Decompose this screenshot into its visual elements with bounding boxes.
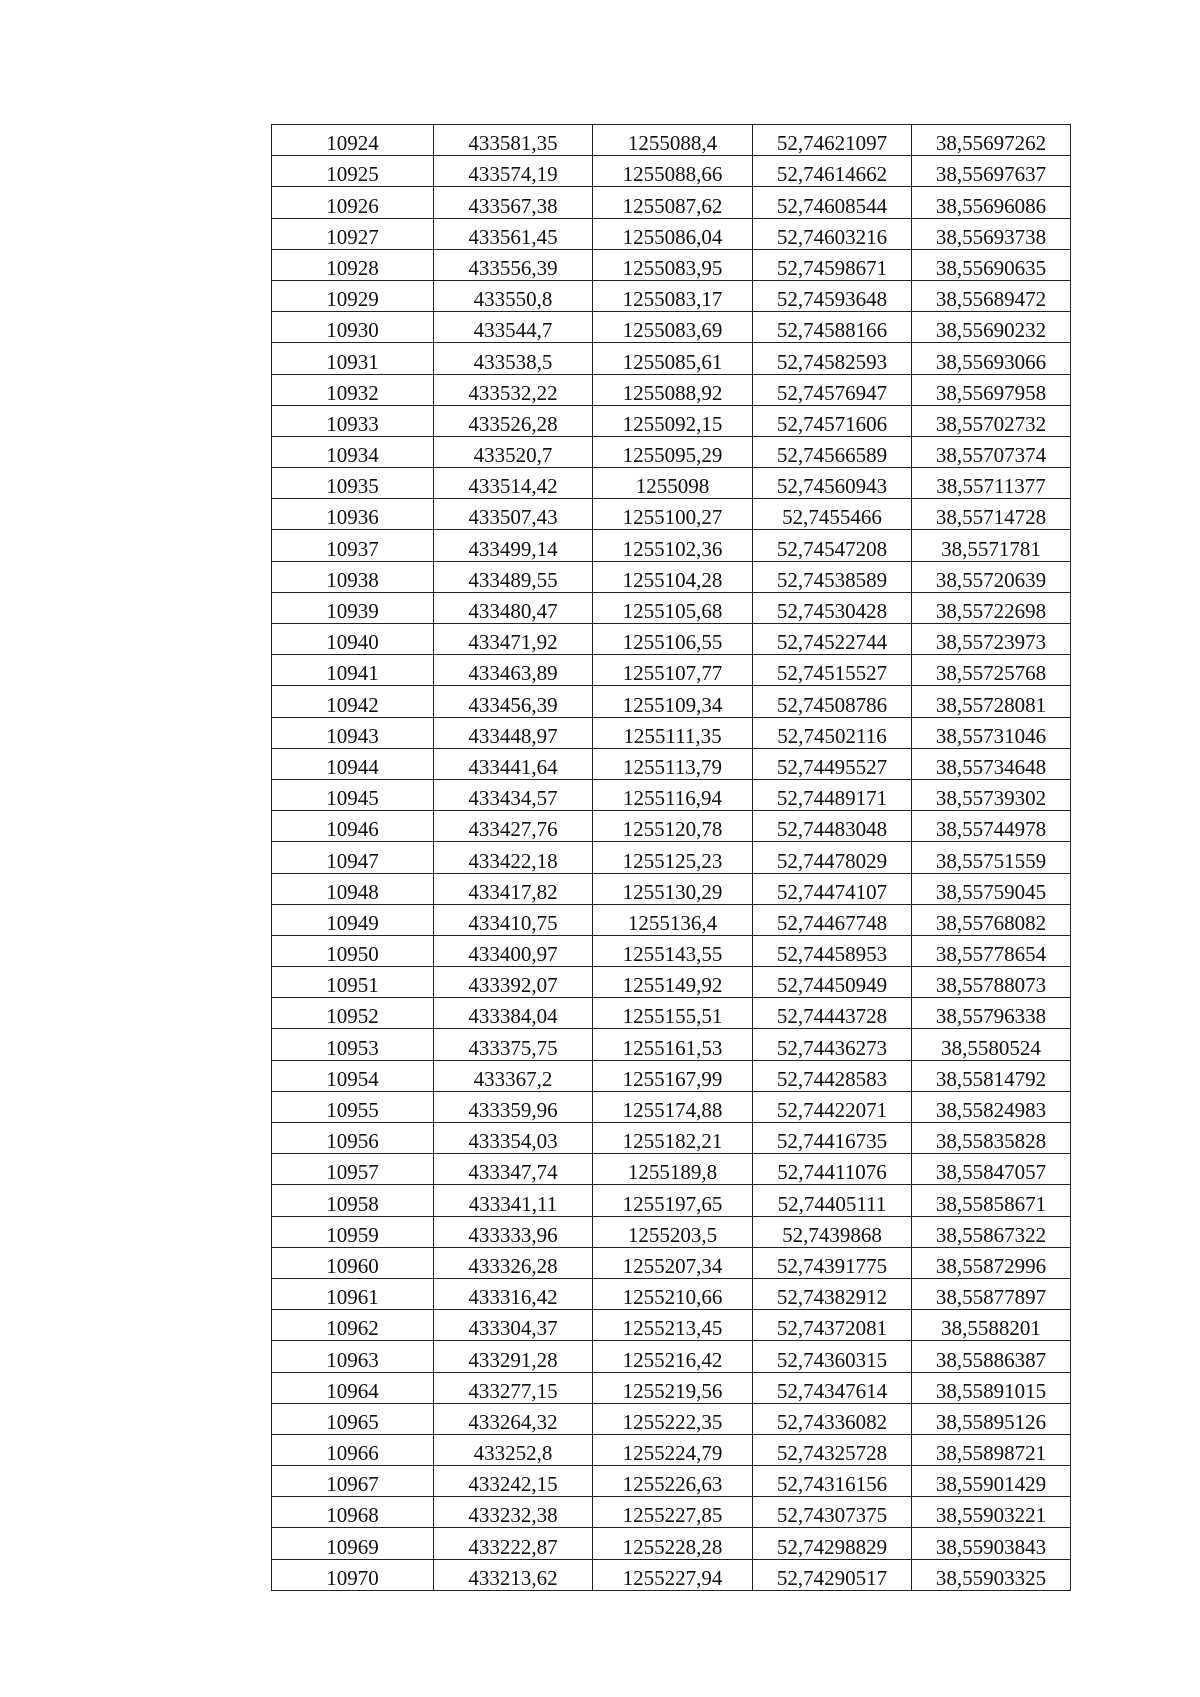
y-coordinate-cell: 1255092,15 <box>593 405 753 436</box>
point-number-cell: 10930 <box>272 312 434 343</box>
table-row <box>272 1403 1071 1434</box>
point-number-cell: 10925 <box>272 156 434 187</box>
table-row <box>272 1123 1071 1154</box>
longitude-cell: 38,55739302 <box>912 779 1071 810</box>
table-row <box>272 280 1071 311</box>
latitude-cell: 52,74576947 <box>753 374 912 405</box>
longitude-cell: 38,55697262 <box>912 125 1071 156</box>
y-coordinate-cell: 1255182,21 <box>593 1123 753 1154</box>
x-coordinate-cell: 433326,28 <box>434 1247 593 1278</box>
point-number-cell: 10940 <box>272 624 434 655</box>
point-number-cell: 10933 <box>272 405 434 436</box>
table-row <box>272 935 1071 966</box>
point-number-cell: 10941 <box>272 655 434 686</box>
point-number-cell: 10946 <box>272 811 434 842</box>
point-number-cell: 10942 <box>272 686 434 717</box>
x-coordinate-cell: 433556,39 <box>434 249 593 280</box>
latitude-cell: 52,74316156 <box>753 1466 912 1497</box>
x-coordinate-cell: 433538,5 <box>434 343 593 374</box>
x-coordinate-cell: 433526,28 <box>434 405 593 436</box>
table-row <box>272 1372 1071 1403</box>
point-number-cell: 10924 <box>272 125 434 156</box>
point-number-cell: 10949 <box>272 904 434 935</box>
table-row <box>272 343 1071 374</box>
y-coordinate-cell: 1255087,62 <box>593 187 753 218</box>
longitude-cell: 38,5588201 <box>912 1310 1071 1341</box>
point-number-cell: 10966 <box>272 1434 434 1465</box>
y-coordinate-cell: 1255083,95 <box>593 249 753 280</box>
table-row <box>272 655 1071 686</box>
y-coordinate-cell: 1255107,77 <box>593 655 753 686</box>
latitude-cell: 52,74502116 <box>753 717 912 748</box>
table-row <box>272 561 1071 592</box>
x-coordinate-cell: 433392,07 <box>434 967 593 998</box>
x-coordinate-cell: 433581,35 <box>434 125 593 156</box>
y-coordinate-cell: 1255106,55 <box>593 624 753 655</box>
x-coordinate-cell: 433384,04 <box>434 998 593 1029</box>
x-coordinate-cell: 433410,75 <box>434 904 593 935</box>
x-coordinate-cell: 433550,8 <box>434 280 593 311</box>
x-coordinate-cell: 433316,42 <box>434 1278 593 1309</box>
x-coordinate-cell: 433333,96 <box>434 1216 593 1247</box>
x-coordinate-cell: 433567,38 <box>434 187 593 218</box>
y-coordinate-cell: 1255113,79 <box>593 748 753 779</box>
table-row <box>272 686 1071 717</box>
longitude-cell: 38,55720639 <box>912 561 1071 592</box>
table-row <box>272 1278 1071 1309</box>
y-coordinate-cell: 1255189,8 <box>593 1154 753 1185</box>
point-number-cell: 10956 <box>272 1123 434 1154</box>
latitude-cell: 52,74547208 <box>753 530 912 561</box>
longitude-cell: 38,55901429 <box>912 1466 1071 1497</box>
longitude-cell: 38,55867322 <box>912 1216 1071 1247</box>
longitude-cell: 38,55847057 <box>912 1154 1071 1185</box>
table-row <box>272 187 1071 218</box>
point-number-cell: 10939 <box>272 592 434 623</box>
latitude-cell: 52,74588166 <box>753 312 912 343</box>
point-number-cell: 10935 <box>272 468 434 499</box>
latitude-cell: 52,74614662 <box>753 156 912 187</box>
point-number-cell: 10926 <box>272 187 434 218</box>
latitude-cell: 52,74560943 <box>753 468 912 499</box>
longitude-cell: 38,55796338 <box>912 998 1071 1029</box>
longitude-cell: 38,55891015 <box>912 1372 1071 1403</box>
x-coordinate-cell: 433341,11 <box>434 1185 593 1216</box>
x-coordinate-cell: 433400,97 <box>434 935 593 966</box>
latitude-cell: 52,74290517 <box>753 1559 912 1590</box>
y-coordinate-cell: 1255227,94 <box>593 1559 753 1590</box>
x-coordinate-cell: 433417,82 <box>434 873 593 904</box>
table-row <box>272 1466 1071 1497</box>
point-number-cell: 10944 <box>272 748 434 779</box>
latitude-cell: 52,74336082 <box>753 1403 912 1434</box>
longitude-cell: 38,55768082 <box>912 904 1071 935</box>
longitude-cell: 38,55744978 <box>912 811 1071 842</box>
longitude-cell: 38,55814792 <box>912 1060 1071 1091</box>
y-coordinate-cell: 1255086,04 <box>593 218 753 249</box>
point-number-cell: 10955 <box>272 1091 434 1122</box>
table-row <box>272 125 1071 156</box>
table-row <box>272 842 1071 873</box>
latitude-cell: 52,74467748 <box>753 904 912 935</box>
x-coordinate-cell: 433463,89 <box>434 655 593 686</box>
point-number-cell: 10947 <box>272 842 434 873</box>
latitude-cell: 52,74495527 <box>753 748 912 779</box>
x-coordinate-cell: 433489,55 <box>434 561 593 592</box>
x-coordinate-cell: 433347,74 <box>434 1154 593 1185</box>
y-coordinate-cell: 1255088,4 <box>593 125 753 156</box>
point-number-cell: 10929 <box>272 280 434 311</box>
table-row <box>272 1528 1071 1559</box>
x-coordinate-cell: 433499,14 <box>434 530 593 561</box>
x-coordinate-cell: 433422,18 <box>434 842 593 873</box>
coordinates-table-body <box>272 125 1071 1591</box>
y-coordinate-cell: 1255224,79 <box>593 1434 753 1465</box>
longitude-cell: 38,55903843 <box>912 1528 1071 1559</box>
x-coordinate-cell: 433480,47 <box>434 592 593 623</box>
latitude-cell: 52,74474107 <box>753 873 912 904</box>
longitude-cell: 38,55728081 <box>912 686 1071 717</box>
y-coordinate-cell: 1255155,51 <box>593 998 753 1029</box>
point-number-cell: 10928 <box>272 249 434 280</box>
x-coordinate-cell: 433232,38 <box>434 1497 593 1528</box>
table-row <box>272 624 1071 655</box>
latitude-cell: 52,74515527 <box>753 655 912 686</box>
longitude-cell: 38,55689472 <box>912 280 1071 311</box>
longitude-cell: 38,55693066 <box>912 343 1071 374</box>
latitude-cell: 52,74582593 <box>753 343 912 374</box>
longitude-cell: 38,55751559 <box>912 842 1071 873</box>
table-row <box>272 717 1071 748</box>
x-coordinate-cell: 433456,39 <box>434 686 593 717</box>
longitude-cell: 38,5580524 <box>912 1029 1071 1060</box>
longitude-cell: 38,5571781 <box>912 530 1071 561</box>
longitude-cell: 38,55903221 <box>912 1497 1071 1528</box>
x-coordinate-cell: 433375,75 <box>434 1029 593 1060</box>
latitude-cell: 52,74325728 <box>753 1434 912 1465</box>
longitude-cell: 38,55702732 <box>912 405 1071 436</box>
table-row <box>272 530 1071 561</box>
latitude-cell: 52,74598671 <box>753 249 912 280</box>
point-number-cell: 10931 <box>272 343 434 374</box>
latitude-cell: 52,74566589 <box>753 436 912 467</box>
y-coordinate-cell: 1255226,63 <box>593 1466 753 1497</box>
latitude-cell: 52,74571606 <box>753 405 912 436</box>
y-coordinate-cell: 1255105,68 <box>593 592 753 623</box>
y-coordinate-cell: 1255116,94 <box>593 779 753 810</box>
longitude-cell: 38,55693738 <box>912 218 1071 249</box>
y-coordinate-cell: 1255167,99 <box>593 1060 753 1091</box>
point-number-cell: 10961 <box>272 1278 434 1309</box>
table-row <box>272 374 1071 405</box>
y-coordinate-cell: 1255222,35 <box>593 1403 753 1434</box>
latitude-cell: 52,74372081 <box>753 1310 912 1341</box>
y-coordinate-cell: 1255095,29 <box>593 436 753 467</box>
longitude-cell: 38,55731046 <box>912 717 1071 748</box>
x-coordinate-cell: 433222,87 <box>434 1528 593 1559</box>
longitude-cell: 38,55788073 <box>912 967 1071 998</box>
latitude-cell: 52,74307375 <box>753 1497 912 1528</box>
point-number-cell: 10951 <box>272 967 434 998</box>
y-coordinate-cell: 1255210,66 <box>593 1278 753 1309</box>
latitude-cell: 52,74603216 <box>753 218 912 249</box>
longitude-cell: 38,55696086 <box>912 187 1071 218</box>
table-row <box>272 1341 1071 1372</box>
y-coordinate-cell: 1255100,27 <box>593 499 753 530</box>
latitude-cell: 52,74489171 <box>753 779 912 810</box>
x-coordinate-cell: 433354,03 <box>434 1123 593 1154</box>
longitude-cell: 38,55872996 <box>912 1247 1071 1278</box>
table-row <box>272 1559 1071 1590</box>
x-coordinate-cell: 433574,19 <box>434 156 593 187</box>
y-coordinate-cell: 1255197,65 <box>593 1185 753 1216</box>
table-row <box>272 156 1071 187</box>
latitude-cell: 52,74483048 <box>753 811 912 842</box>
latitude-cell: 52,74382912 <box>753 1278 912 1309</box>
x-coordinate-cell: 433252,8 <box>434 1434 593 1465</box>
x-coordinate-cell: 433213,62 <box>434 1559 593 1590</box>
point-number-cell: 10954 <box>272 1060 434 1091</box>
longitude-cell: 38,55723973 <box>912 624 1071 655</box>
latitude-cell: 52,74411076 <box>753 1154 912 1185</box>
x-coordinate-cell: 433264,32 <box>434 1403 593 1434</box>
table-row <box>272 499 1071 530</box>
longitude-cell: 38,55711377 <box>912 468 1071 499</box>
latitude-cell: 52,74478029 <box>753 842 912 873</box>
point-number-cell: 10965 <box>272 1403 434 1434</box>
y-coordinate-cell: 1255111,35 <box>593 717 753 748</box>
coordinates-table <box>271 124 1071 1591</box>
table-row <box>272 592 1071 623</box>
latitude-cell: 52,74360315 <box>753 1341 912 1372</box>
table-row <box>272 1185 1071 1216</box>
x-coordinate-cell: 433242,15 <box>434 1466 593 1497</box>
latitude-cell: 52,74538589 <box>753 561 912 592</box>
table-row <box>272 1216 1071 1247</box>
point-number-cell: 10959 <box>272 1216 434 1247</box>
y-coordinate-cell: 1255120,78 <box>593 811 753 842</box>
point-number-cell: 10970 <box>272 1559 434 1590</box>
longitude-cell: 38,55697958 <box>912 374 1071 405</box>
x-coordinate-cell: 433359,96 <box>434 1091 593 1122</box>
longitude-cell: 38,55824983 <box>912 1091 1071 1122</box>
point-number-cell: 10962 <box>272 1310 434 1341</box>
y-coordinate-cell: 1255085,61 <box>593 343 753 374</box>
y-coordinate-cell: 1255104,28 <box>593 561 753 592</box>
point-number-cell: 10934 <box>272 436 434 467</box>
y-coordinate-cell: 1255102,36 <box>593 530 753 561</box>
latitude-cell: 52,74593648 <box>753 280 912 311</box>
table-row <box>272 405 1071 436</box>
latitude-cell: 52,74508786 <box>753 686 912 717</box>
y-coordinate-cell: 1255174,88 <box>593 1091 753 1122</box>
table-row <box>272 249 1071 280</box>
y-coordinate-cell: 1255125,23 <box>593 842 753 873</box>
x-coordinate-cell: 433561,45 <box>434 218 593 249</box>
table-row <box>272 967 1071 998</box>
x-coordinate-cell: 433507,43 <box>434 499 593 530</box>
point-number-cell: 10967 <box>272 1466 434 1497</box>
y-coordinate-cell: 1255219,56 <box>593 1372 753 1403</box>
latitude-cell: 52,74436273 <box>753 1029 912 1060</box>
point-number-cell: 10953 <box>272 1029 434 1060</box>
table-row <box>272 1497 1071 1528</box>
longitude-cell: 38,55903325 <box>912 1559 1071 1590</box>
x-coordinate-cell: 433520,7 <box>434 436 593 467</box>
longitude-cell: 38,55759045 <box>912 873 1071 904</box>
y-coordinate-cell: 1255216,42 <box>593 1341 753 1372</box>
latitude-cell: 52,74391775 <box>753 1247 912 1278</box>
longitude-cell: 38,55778654 <box>912 935 1071 966</box>
longitude-cell: 38,55714728 <box>912 499 1071 530</box>
point-number-cell: 10957 <box>272 1154 434 1185</box>
y-coordinate-cell: 1255149,92 <box>593 967 753 998</box>
longitude-cell: 38,55734648 <box>912 748 1071 779</box>
x-coordinate-cell: 433434,57 <box>434 779 593 810</box>
latitude-cell: 52,74530428 <box>753 592 912 623</box>
table-row <box>272 811 1071 842</box>
latitude-cell: 52,7439868 <box>753 1216 912 1247</box>
point-number-cell: 10958 <box>272 1185 434 1216</box>
table-row <box>272 873 1071 904</box>
longitude-cell: 38,55858671 <box>912 1185 1071 1216</box>
latitude-cell: 52,74416735 <box>753 1123 912 1154</box>
table-row <box>272 436 1071 467</box>
x-coordinate-cell: 433471,92 <box>434 624 593 655</box>
longitude-cell: 38,55886387 <box>912 1341 1071 1372</box>
longitude-cell: 38,55898721 <box>912 1434 1071 1465</box>
point-number-cell: 10964 <box>272 1372 434 1403</box>
latitude-cell: 52,74422071 <box>753 1091 912 1122</box>
latitude-cell: 52,74428583 <box>753 1060 912 1091</box>
x-coordinate-cell: 433277,15 <box>434 1372 593 1403</box>
point-number-cell: 10927 <box>272 218 434 249</box>
latitude-cell: 52,74405111 <box>753 1185 912 1216</box>
latitude-cell: 52,74298829 <box>753 1528 912 1559</box>
table-row <box>272 218 1071 249</box>
point-number-cell: 10968 <box>272 1497 434 1528</box>
y-coordinate-cell: 1255213,45 <box>593 1310 753 1341</box>
longitude-cell: 38,55722698 <box>912 592 1071 623</box>
latitude-cell: 52,74458953 <box>753 935 912 966</box>
y-coordinate-cell: 1255083,69 <box>593 312 753 343</box>
longitude-cell: 38,55690635 <box>912 249 1071 280</box>
latitude-cell: 52,74450949 <box>753 967 912 998</box>
latitude-cell: 52,7455466 <box>753 499 912 530</box>
point-number-cell: 10963 <box>272 1341 434 1372</box>
latitude-cell: 52,74347614 <box>753 1372 912 1403</box>
y-coordinate-cell: 1255136,4 <box>593 904 753 935</box>
longitude-cell: 38,55707374 <box>912 436 1071 467</box>
table-row <box>272 904 1071 935</box>
point-number-cell: 10948 <box>272 873 434 904</box>
longitude-cell: 38,55895126 <box>912 1403 1071 1434</box>
x-coordinate-cell: 433448,97 <box>434 717 593 748</box>
y-coordinate-cell: 1255109,34 <box>593 686 753 717</box>
latitude-cell: 52,74621097 <box>753 125 912 156</box>
table-row <box>272 468 1071 499</box>
y-coordinate-cell: 1255227,85 <box>593 1497 753 1528</box>
y-coordinate-cell: 1255161,53 <box>593 1029 753 1060</box>
point-number-cell: 10969 <box>272 1528 434 1559</box>
x-coordinate-cell: 433291,28 <box>434 1341 593 1372</box>
table-row <box>272 1091 1071 1122</box>
point-number-cell: 10932 <box>272 374 434 405</box>
y-coordinate-cell: 1255088,66 <box>593 156 753 187</box>
x-coordinate-cell: 433532,22 <box>434 374 593 405</box>
point-number-cell: 10945 <box>272 779 434 810</box>
point-number-cell: 10960 <box>272 1247 434 1278</box>
latitude-cell: 52,74443728 <box>753 998 912 1029</box>
table-row <box>272 1029 1071 1060</box>
x-coordinate-cell: 433544,7 <box>434 312 593 343</box>
latitude-cell: 52,74608544 <box>753 187 912 218</box>
longitude-cell: 38,55725768 <box>912 655 1071 686</box>
point-number-cell: 10937 <box>272 530 434 561</box>
x-coordinate-cell: 433367,2 <box>434 1060 593 1091</box>
longitude-cell: 38,55690232 <box>912 312 1071 343</box>
y-coordinate-cell: 1255083,17 <box>593 280 753 311</box>
y-coordinate-cell: 1255088,92 <box>593 374 753 405</box>
point-number-cell: 10952 <box>272 998 434 1029</box>
x-coordinate-cell: 433427,76 <box>434 811 593 842</box>
point-number-cell: 10943 <box>272 717 434 748</box>
y-coordinate-cell: 1255130,29 <box>593 873 753 904</box>
table-row <box>272 1247 1071 1278</box>
x-coordinate-cell: 433514,42 <box>434 468 593 499</box>
point-number-cell: 10938 <box>272 561 434 592</box>
y-coordinate-cell: 1255228,28 <box>593 1528 753 1559</box>
latitude-cell: 52,74522744 <box>753 624 912 655</box>
table-row <box>272 779 1071 810</box>
y-coordinate-cell: 1255098 <box>593 468 753 499</box>
table-row <box>272 748 1071 779</box>
table-row <box>272 1154 1071 1185</box>
point-number-cell: 10950 <box>272 935 434 966</box>
table-row <box>272 1434 1071 1465</box>
y-coordinate-cell: 1255203,5 <box>593 1216 753 1247</box>
longitude-cell: 38,55697637 <box>912 156 1071 187</box>
table-row <box>272 1060 1071 1091</box>
y-coordinate-cell: 1255143,55 <box>593 935 753 966</box>
x-coordinate-cell: 433441,64 <box>434 748 593 779</box>
x-coordinate-cell: 433304,37 <box>434 1310 593 1341</box>
longitude-cell: 38,55835828 <box>912 1123 1071 1154</box>
table-row <box>272 312 1071 343</box>
table-row <box>272 998 1071 1029</box>
longitude-cell: 38,55877897 <box>912 1278 1071 1309</box>
table-row <box>272 1310 1071 1341</box>
y-coordinate-cell: 1255207,34 <box>593 1247 753 1278</box>
point-number-cell: 10936 <box>272 499 434 530</box>
